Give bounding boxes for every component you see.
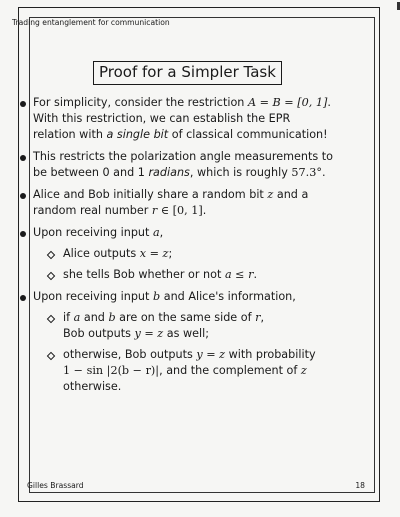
header-title: Trading entanglement for communication: [12, 18, 170, 27]
text-line: otherwise.: [63, 380, 122, 393]
math-probability: 1 − sin |2(b − r)|: [63, 364, 160, 377]
text-line: Alice and Bob initially share a random bit z and a: [33, 188, 309, 201]
text-line: be between 0 and 1 radians, which is roughly 57.3°.: [33, 166, 326, 179]
math-var: r: [151, 204, 158, 217]
sub-item-alice-output: Alice outputs x = z;: [33, 246, 345, 262]
slide-title: Proof for a Simpler Task: [93, 61, 282, 85]
text-line: This restricts the polarization angle measurements to: [33, 150, 334, 163]
bullet-polarization: [20, 149, 345, 181]
text-line: Upon receiving input b and Alice's information,: [33, 290, 296, 303]
bullet-alice-input: [20, 225, 345, 283]
page-number: 18: [355, 481, 365, 490]
text-line: Upon receiving input a,: [33, 226, 164, 239]
slide-content: [20, 95, 345, 401]
bullet-restriction: [20, 95, 345, 143]
math-restriction: A = B = [0, 1]: [247, 96, 328, 109]
math-eq: x = z: [139, 247, 169, 260]
math-eq: y = z: [196, 348, 226, 361]
emphasis: a single bit: [106, 128, 169, 141]
math-var: z: [300, 364, 307, 377]
text-line: With this restriction, we can establish the EPR: [33, 112, 291, 125]
sub-item-otherwise: [33, 347, 345, 395]
text-line: if a and b are on the same side of r,: [63, 311, 264, 324]
bullet-bob-input: [20, 289, 345, 395]
math-interval: ∈ [0, 1]: [157, 204, 203, 217]
math-var: a: [152, 226, 160, 239]
bullet-shared-randomness: [20, 187, 345, 219]
footer-author: Gilles Brassard: [27, 481, 84, 490]
math-eq: y = z: [134, 327, 164, 340]
text-line: random real number r ∈ [0, 1].: [33, 204, 207, 217]
math-ineq: a ≤ r: [224, 268, 254, 281]
text-line: otherwise, Bob outputs y = z with probability: [63, 348, 316, 361]
text-line: relation with a single bit of classical communication!: [33, 128, 328, 141]
emphasis: radians: [148, 166, 190, 179]
math-var: z: [267, 188, 274, 201]
text-line: Bob outputs y = z as well;: [63, 327, 209, 340]
sub-item-alice-tells: she tells Bob whether or not a ≤ r.: [33, 267, 345, 283]
sub-item-same-side: [33, 310, 345, 342]
text-line: 1 − sin |2(b − r)|, and the complement of z: [63, 364, 307, 377]
text-line: For simplicity, consider the restriction A = B = [0, 1].: [33, 96, 331, 109]
math-var: b: [152, 290, 161, 303]
math-angle: 57.3°: [291, 166, 322, 179]
